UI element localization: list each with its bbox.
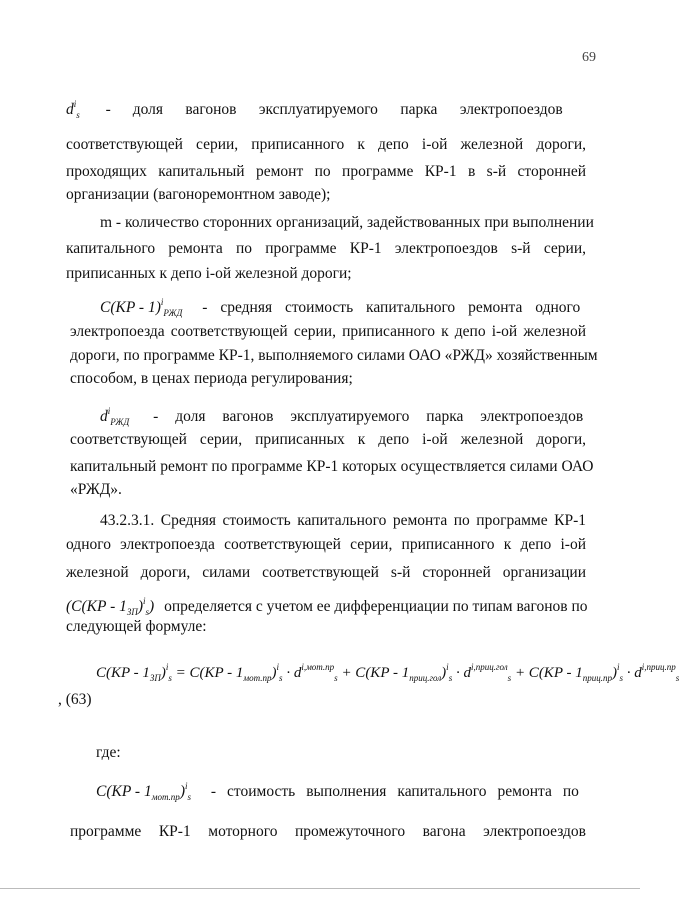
dash: -: [105, 101, 111, 118]
page-number: 69: [582, 50, 596, 65]
text-line: где:: [96, 744, 121, 761]
text-line: способом, в ценах периода регулирования;: [70, 370, 353, 387]
text-line: «РЖД».: [70, 481, 122, 498]
definition-text: доля вагонов эксплуатируемого парка электропоездов: [132, 101, 563, 118]
text-line: [96, 776, 586, 807]
symbol-d-rzd: $d^i_{РЖД}$: [100, 406, 130, 427]
text-line: [66, 94, 586, 125]
text-line: следующей формуле:: [66, 618, 207, 635]
text-line: [100, 401, 586, 432]
scan-edge: [0, 888, 640, 889]
text-line: капитальный ремонт по программе КР-1 которых осуществляется силами ОАО: [70, 458, 594, 475]
symbol-c-kr1-zp: $(C(KP - 1_{ЗП})^i_s)$: [66, 596, 155, 617]
text-line: соответствующей серии, приписанных к депо i-ой железной дороги,: [70, 431, 586, 448]
text-line: электропоезда соответствующей серии, приписанного к депо i-ой железной: [70, 323, 586, 340]
text-line: организации (вагоноремонтном заводе);: [66, 186, 331, 203]
text-line: дороги, по программе КР-1, выполняемого силами ОАО «РЖД» хозяйственным: [70, 347, 598, 364]
definition-text: - средняя стоимость капитального ремонта одного: [202, 299, 581, 316]
text-line: проходящих капитальный ремонт по программе КР-1 в s-й сторонней: [66, 163, 586, 180]
text-line: m - количество сторонних организаций, задействованных при выполнении: [100, 214, 594, 231]
definition-text: - стоимость выполнения капитального ремонта по: [210, 783, 579, 800]
text-line: программе КР-1 моторного промежуточного вагона электропоездов: [70, 823, 586, 840]
text-line: капитального ремонта по программе КР-1 электропоездов s-й серии,: [66, 240, 586, 257]
text-line: железной дороги, силами соответствующей s-й сторонней организации: [66, 564, 586, 581]
text-line: 43.2.3.1. Средняя стоимость капитального ремонта по программе КР-1: [100, 512, 586, 529]
equation-number: , (63): [58, 691, 92, 708]
text-line: приписанных к депо i-ой железной дороги;: [66, 265, 352, 282]
symbol-c-kr1-rzd: C(KP - 1)$^i_{РЖД}$: [100, 297, 183, 318]
definition-text: - доля вагонов эксплуатируемого парка электропоездов: [153, 408, 584, 425]
symbol-c-mot: $C(KP - 1_{мот.пр})^i_s$: [96, 781, 192, 802]
definition-text: определяется с учетом ее дифференциации по типам вагонов по: [164, 598, 588, 615]
text-line: соответствующей серии, приписанного к депо i-ой железной дороги,: [66, 136, 586, 153]
text-line: одного электропоезда соответствующей серии, приписанного к депо i-ой: [66, 536, 586, 553]
text-line: [100, 292, 586, 323]
formula-63: $C(KP - 1_{ЗП})^i_s = C(KP - 1_{мот.пр})^i_s \cdot d^{i,мот.пр}_s + C(KP - 1_{приц.гол})^i_s \cdot d^{i,приц.гол}_s + C(KP - 1_{приц.пр})^i_s \cdot d^{i,приц.пр}_s$: [96, 662, 679, 683]
symbol-d-s-i: $d^i_s$: [66, 99, 80, 120]
